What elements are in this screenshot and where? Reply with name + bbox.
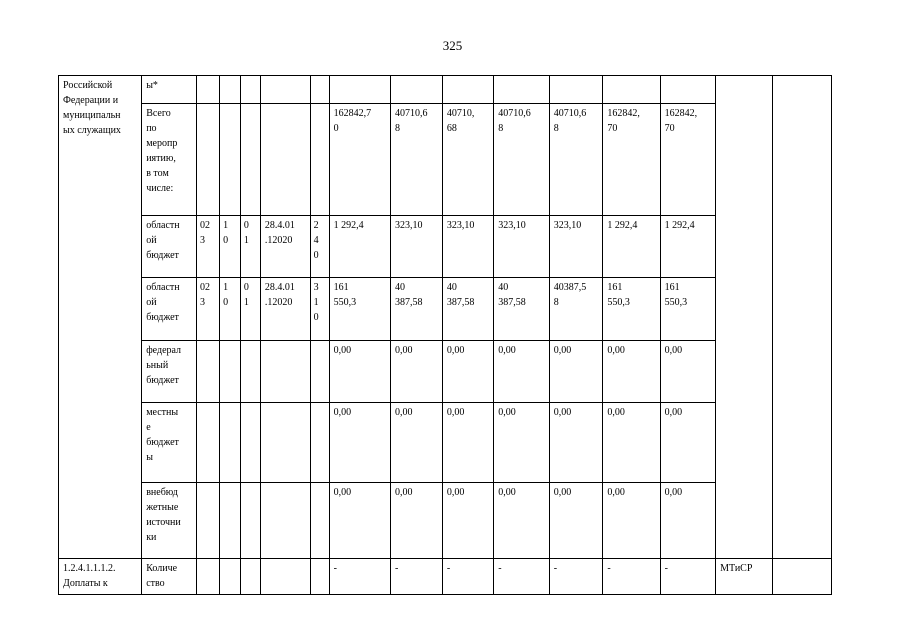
executor-cell: МТиСР: [716, 559, 773, 595]
amount-cell: 0,00: [329, 403, 390, 483]
code-cell: [197, 403, 220, 483]
code-cell: [220, 559, 241, 595]
amount-cell: 0,00: [549, 483, 603, 559]
code-cell: [240, 559, 260, 595]
amount-cell: [603, 76, 660, 104]
indicator-cell: Количе ство: [142, 559, 197, 595]
amount-cell: 40 387,58: [442, 278, 493, 341]
code-cell: [310, 76, 329, 104]
code-cell: [220, 104, 241, 216]
amount-cell: -: [549, 559, 603, 595]
amount-cell: 323,10: [442, 216, 493, 278]
code-cell: 28.4.01 .12020: [260, 278, 310, 341]
amount-cell: 162842,7 0: [329, 104, 390, 216]
amount-cell: 40710,6 8: [494, 104, 549, 216]
funding-source-cell: Всего по меропр иятию, в том числе:: [142, 104, 197, 216]
code-cell: 0 1: [240, 216, 260, 278]
funding-source-cell: внебюд жетные источни ки: [142, 483, 197, 559]
amount-cell: 0,00: [442, 341, 493, 403]
amount-cell: -: [494, 559, 549, 595]
funding-source-cell: федерал ьный бюджет: [142, 341, 197, 403]
result-cell: [773, 76, 832, 559]
amount-cell: 1 292,4: [660, 216, 715, 278]
code-cell: [310, 104, 329, 216]
amount-cell: 0,00: [660, 403, 715, 483]
amount-cell: [329, 76, 390, 104]
amount-cell: 40387,5 8: [549, 278, 603, 341]
amount-cell: 0,00: [603, 403, 660, 483]
code-cell: [240, 403, 260, 483]
amount-cell: 1 292,4: [329, 216, 390, 278]
amount-cell: 323,10: [549, 216, 603, 278]
funding-source-cell: местны е бюджет ы: [142, 403, 197, 483]
amount-cell: 0,00: [494, 341, 549, 403]
code-cell: 02 3: [197, 216, 220, 278]
code-cell: [197, 76, 220, 104]
amount-cell: -: [660, 559, 715, 595]
code-cell: [197, 483, 220, 559]
code-cell: [310, 483, 329, 559]
code-cell: [197, 104, 220, 216]
table-row: [59, 76, 905, 104]
amount-cell: 40 387,58: [494, 278, 549, 341]
page-number: 325: [442, 38, 463, 53]
code-cell: [260, 341, 310, 403]
amount-cell: 0,00: [494, 403, 549, 483]
amount-cell: 161 550,3: [329, 278, 390, 341]
amount-cell: 0,00: [329, 341, 390, 403]
amount-cell: 0,00: [442, 403, 493, 483]
amount-cell: -: [603, 559, 660, 595]
amount-cell: 40710,6 8: [549, 104, 603, 216]
code-cell: [310, 341, 329, 403]
code-cell: [197, 559, 220, 595]
code-cell: [197, 341, 220, 403]
code-cell: 02 3: [197, 278, 220, 341]
code-cell: [220, 341, 241, 403]
code-cell: [310, 559, 329, 595]
amount-cell: 1 292,4: [603, 216, 660, 278]
measure-name-cell: 1.2.4.1.1.1.2. Доплаты к: [59, 559, 142, 595]
amount-cell: 0,00: [329, 483, 390, 559]
amount-cell: 0,00: [603, 483, 660, 559]
amount-cell: 161 550,3: [603, 278, 660, 341]
code-cell: [260, 559, 310, 595]
code-cell: [240, 483, 260, 559]
amount-cell: 0,00: [603, 341, 660, 403]
amount-cell: 0,00: [549, 341, 603, 403]
code-cell: [240, 104, 260, 216]
code-cell: 1 0: [220, 216, 241, 278]
amount-cell: [442, 76, 493, 104]
amount-cell: 40710, 68: [442, 104, 493, 216]
measure-name-cell: Российской Федерации и муниципальн ых служащих: [59, 76, 142, 559]
amount-cell: 161 550,3: [660, 278, 715, 341]
amount-cell: 0,00: [549, 403, 603, 483]
amount-cell: [660, 76, 715, 104]
amount-cell: 323,10: [391, 216, 443, 278]
code-cell: [260, 483, 310, 559]
code-cell: [260, 403, 310, 483]
code-cell: [220, 483, 241, 559]
amount-cell: -: [329, 559, 390, 595]
funding-source-cell: областн ой бюджет: [142, 278, 197, 341]
amount-cell: 0,00: [391, 403, 443, 483]
amount-cell: 162842, 70: [660, 104, 715, 216]
amount-cell: [391, 76, 443, 104]
amount-cell: 0,00: [442, 483, 493, 559]
code-cell: 3 1 0: [310, 278, 329, 341]
table-row: [59, 559, 905, 595]
code-cell: [260, 76, 310, 104]
amount-cell: 0,00: [391, 483, 443, 559]
code-cell: 2 4 0: [310, 216, 329, 278]
code-cell: [260, 104, 310, 216]
code-cell: [220, 76, 241, 104]
code-cell: [240, 76, 260, 104]
amount-cell: 0,00: [660, 341, 715, 403]
amount-cell: 0,00: [660, 483, 715, 559]
amount-cell: -: [391, 559, 443, 595]
amount-cell: [549, 76, 603, 104]
code-cell: [240, 341, 260, 403]
code-cell: 1 0: [220, 278, 241, 341]
amount-cell: 323,10: [494, 216, 549, 278]
amount-cell: 40 387,58: [391, 278, 443, 341]
amount-cell: [494, 76, 549, 104]
code-cell: [220, 403, 241, 483]
amount-cell: -: [442, 559, 493, 595]
amount-cell: 0,00: [391, 341, 443, 403]
executor-cell: [716, 76, 773, 559]
result-cell: [773, 559, 832, 595]
budget-table: [58, 75, 905, 595]
amount-cell: 162842, 70: [603, 104, 660, 216]
amount-cell: 0,00: [494, 483, 549, 559]
code-cell: 0 1: [240, 278, 260, 341]
funding-source-cell: областн ой бюджет: [142, 216, 197, 278]
amount-cell: 40710,6 8: [391, 104, 443, 216]
indicator-cell: ы*: [142, 76, 197, 104]
code-cell: 28.4.01 .12020: [260, 216, 310, 278]
code-cell: [310, 403, 329, 483]
